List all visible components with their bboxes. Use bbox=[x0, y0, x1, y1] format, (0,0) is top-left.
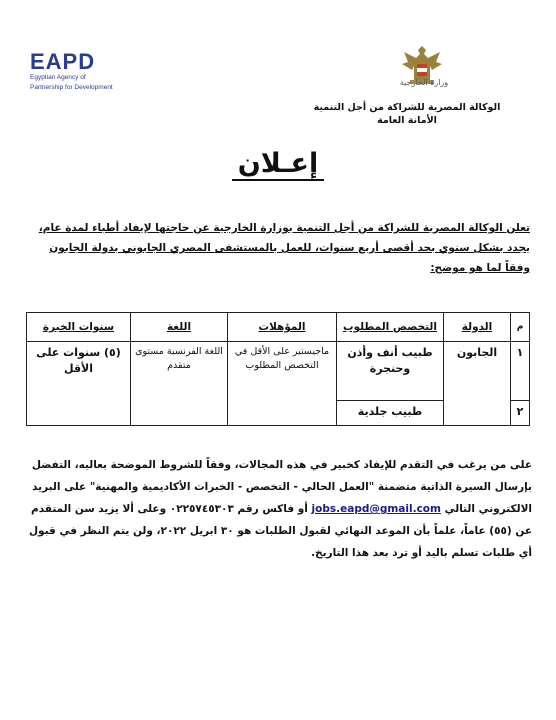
eapd-name-line1: Egyptian Agency of bbox=[30, 74, 86, 81]
qualifications-cell: ماجيستير على الأقل في التخصص المطلوب bbox=[228, 342, 337, 426]
header-experience: سنوات الخبرة bbox=[27, 313, 131, 342]
agency-header bbox=[292, 101, 522, 127]
header-language: اللغة bbox=[131, 313, 228, 342]
table-row bbox=[27, 342, 530, 401]
page-title: إعـلان bbox=[0, 148, 556, 179]
country-cell: الجابون bbox=[444, 342, 511, 426]
fax-number: ٠٢٢٥٧٤٥٣٠٣ bbox=[169, 503, 234, 515]
application-instructions: على من يرغب في التقدم للإيفاد كخبير في هذه المجالات، وفقاً للشروط الموضحة بعاليه، التفضل بإرسال السيرة الذاتية متضمنة "العمل الحالي - التخصص - الخبرات الأكاديمية والمهنية" على البريد الالكتروني التالي jobs.eapd@gmail.com أو فاكس رقم ٠٢٢٥٧٤٥٣٠٣ وعلى ألا يزيد سن المتقدم عن (٥٥) عاماً، علماً بأن الموعد النهائي لقبول الطلبات هو ٣٠ ابريل ٢٠٢٢، ولن يتم النظر في قبول أي طلبات تسلم باليد أو ترد بعد هذا التاريخ. bbox=[28, 459, 532, 559]
language-cell: اللغة الفرنسية مستوى متقدم bbox=[131, 342, 228, 426]
specialty-cell: طبيب جلدية bbox=[337, 401, 444, 426]
header-num: م bbox=[511, 313, 530, 342]
table-header-row bbox=[27, 313, 530, 342]
eapd-acronym: EAPD bbox=[30, 49, 96, 74]
eapd-name-line2: Partnership for Development bbox=[30, 84, 113, 91]
header-qualifications: المؤهلات bbox=[228, 313, 337, 342]
egypt-eagle-emblem-icon bbox=[396, 40, 448, 96]
row-num: ٢ bbox=[511, 401, 530, 426]
ministry-label: وزارة الخارجية bbox=[399, 78, 449, 87]
general-secretariat: الأمانة العامة bbox=[377, 115, 437, 126]
experience-cell: (٥) سنوات على الأقل bbox=[27, 342, 131, 426]
intro-paragraph: تعلن الوكالة المصرية للشراكة من أجل التنمية بوزارة الخارجية عن حاجتها لإيفاد أطباء لمدة عام، يجدد بشكل سنوي بحد أقصى أربع سنوات، للعمل بالمستشفى المصري الجابوني بدولة الجابون وفقاً لما هو موضح: bbox=[38, 222, 530, 274]
eapd-logo bbox=[30, 49, 130, 92]
header-specialty: التخصص المطلوب bbox=[337, 313, 444, 342]
header-country: الدولة bbox=[444, 313, 511, 342]
specialty-cell: طبيب أنف وأذن وحنجرة bbox=[337, 342, 444, 401]
email-link[interactable]: jobs.eapd@gmail.com bbox=[311, 503, 441, 515]
jobs-table bbox=[26, 312, 530, 426]
agency-name: الوكالة المصرية للشراكة من أجل التنمية bbox=[313, 102, 501, 113]
row-num: ١ bbox=[511, 342, 530, 401]
